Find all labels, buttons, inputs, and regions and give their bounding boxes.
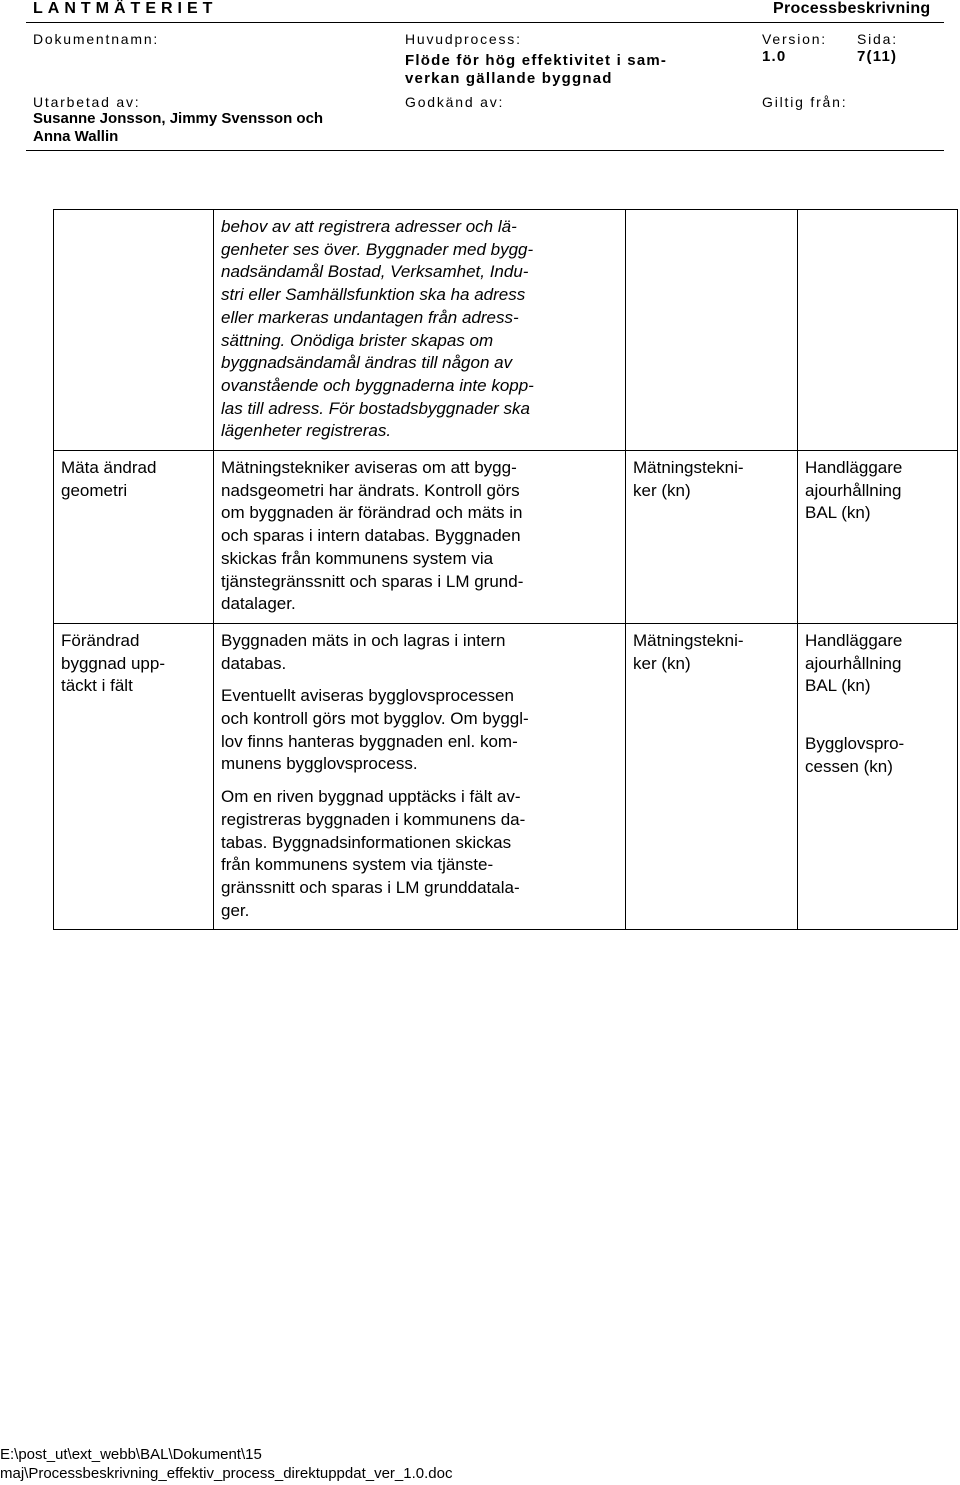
main-process-line2: verkan gällande byggnad <box>405 70 613 87</box>
description-line: ger. <box>221 900 250 920</box>
role-line: BAL (kn) <box>805 676 871 696</box>
performer-line: Mätningstekni- <box>633 458 744 478</box>
description-line: databas. <box>221 653 287 673</box>
description-line: tjänstegränssnitt och sparas i LM grund- <box>221 571 524 591</box>
description-line: las till adress. För bostadsbyggnader ska <box>221 398 530 418</box>
description-line: om byggnaden är förändrad och mäts in <box>221 503 523 523</box>
description-line: lägenheter registreras. <box>221 421 392 441</box>
description-line: och sparas i intern databas. Byggnaden <box>221 526 521 546</box>
description-line: skickas från kommunens system via <box>221 548 494 568</box>
description-line: behov av att registrera adresser och lä- <box>221 217 517 236</box>
valid-label: Giltig från: <box>762 94 848 110</box>
page-label: Sida: <box>857 31 898 47</box>
activity-line: geometri <box>61 480 128 500</box>
role-line: Handläggare <box>805 458 903 478</box>
description-line: lov finns hanteras byggnaden enl. kom- <box>221 731 518 751</box>
role-line: cessen (kn) <box>805 756 893 776</box>
doc-type: Processbeskrivning <box>773 0 931 17</box>
roles-cell <box>798 623 958 929</box>
org-name: LANTMÄTERIET <box>33 0 218 17</box>
activity-cell <box>54 451 214 624</box>
table-row <box>54 623 958 929</box>
role-line: ajourhållning <box>805 653 902 673</box>
main-process-label: Huvudprocess: <box>405 31 522 47</box>
role-line: Handläggare <box>805 630 903 650</box>
page-value: 7(11) <box>857 48 898 65</box>
activity-line: Förändrad <box>61 630 140 650</box>
performer-cell <box>626 623 798 929</box>
description-line: från kommunens system via tjänste- <box>221 855 494 875</box>
description-line: nadsändamål Bostad, Verksamhet, Indu- <box>221 262 529 282</box>
description-cell <box>214 210 626 451</box>
description-paragraph <box>221 630 618 675</box>
doc-name-label: Dokumentnamn: <box>33 31 160 47</box>
description-line: byggnadsändamål ändras till någon av <box>221 353 513 373</box>
main-process-line1: Flöde för hög effektivitet i sam- <box>405 52 668 69</box>
description-line: ovanstående och byggnaderna inte kopp- <box>221 375 534 395</box>
description-paragraph <box>221 786 618 922</box>
table-row <box>54 451 958 624</box>
description-line: gränssnitt och sparas i LM grunddatala- <box>221 877 520 897</box>
description-line: tabas. Byggnadsinformationen skickas <box>221 832 512 852</box>
process-table <box>53 209 958 930</box>
version-value: 1.0 <box>762 48 787 65</box>
performer-cell <box>626 451 798 624</box>
activity-line: byggnad upp- <box>61 653 165 673</box>
version-label: Version: <box>762 31 827 47</box>
description-line: stri eller Samhällsfunktion ska ha adress <box>221 285 526 305</box>
role-line: ajourhållning <box>805 480 902 500</box>
role-line: BAL (kn) <box>805 503 871 523</box>
approved-label: Godkänd av: <box>405 94 505 110</box>
description-line: Mätningstekniker aviseras om att bygg- <box>221 458 517 478</box>
description-line: genheter ses över. Byggnader med bygg- <box>221 239 534 259</box>
role-line: Bygglovspro- <box>805 734 905 754</box>
roles-cell <box>798 210 958 451</box>
activity-line: Mäta ändrad <box>61 458 157 478</box>
description-line: eller markeras undantagen från adress- <box>221 307 519 327</box>
prepared-line2: Anna Wallin <box>33 128 119 145</box>
roles-cell <box>798 451 958 624</box>
description-line: datalager. <box>221 594 296 614</box>
description-line: registreras byggnaden i kommunens da- <box>221 809 526 829</box>
footer-path-line1: E:\post_ut\ext_webb\BAL\Dokument\15 <box>0 1446 262 1463</box>
activity-cell <box>54 623 214 929</box>
description-paragraph <box>221 685 618 776</box>
description-line: Om en riven byggnad upptäcks i fält av- <box>221 787 521 807</box>
prepared-line1: Susanne Jonsson, Jimmy Svensson och <box>33 110 324 127</box>
performer-cell <box>626 210 798 451</box>
prepared-label: Utarbetad av: <box>33 94 141 110</box>
activity-line: täckt i fält <box>61 676 133 696</box>
performer-line: ker (kn) <box>633 653 691 673</box>
footer-path-line2: maj\Processbeskrivning_effektiv_process_direktuppdat_ver_1.0.doc <box>0 1465 453 1482</box>
description-cell <box>214 623 626 929</box>
description-line: nadsgeometri har ändrats. Kontroll görs <box>221 480 520 500</box>
performer-line: Mätningstekni- <box>633 630 744 650</box>
description-cell <box>214 451 626 624</box>
description-line: Byggnaden mäts in och lagras i intern <box>221 630 506 650</box>
table-row <box>54 210 958 451</box>
description-line: och kontroll görs mot bygglov. Om byggl- <box>221 709 529 729</box>
description-line: munens bygglovsprocess. <box>221 754 418 774</box>
performer-line: ker (kn) <box>633 480 691 500</box>
header-rule-bottom <box>26 150 944 151</box>
header-rule-top <box>26 22 944 23</box>
description-line: sättning. Onödiga brister skapas om <box>221 330 494 350</box>
activity-cell <box>54 210 214 451</box>
description-line: Eventuellt aviseras bygglovsprocessen <box>221 686 514 706</box>
